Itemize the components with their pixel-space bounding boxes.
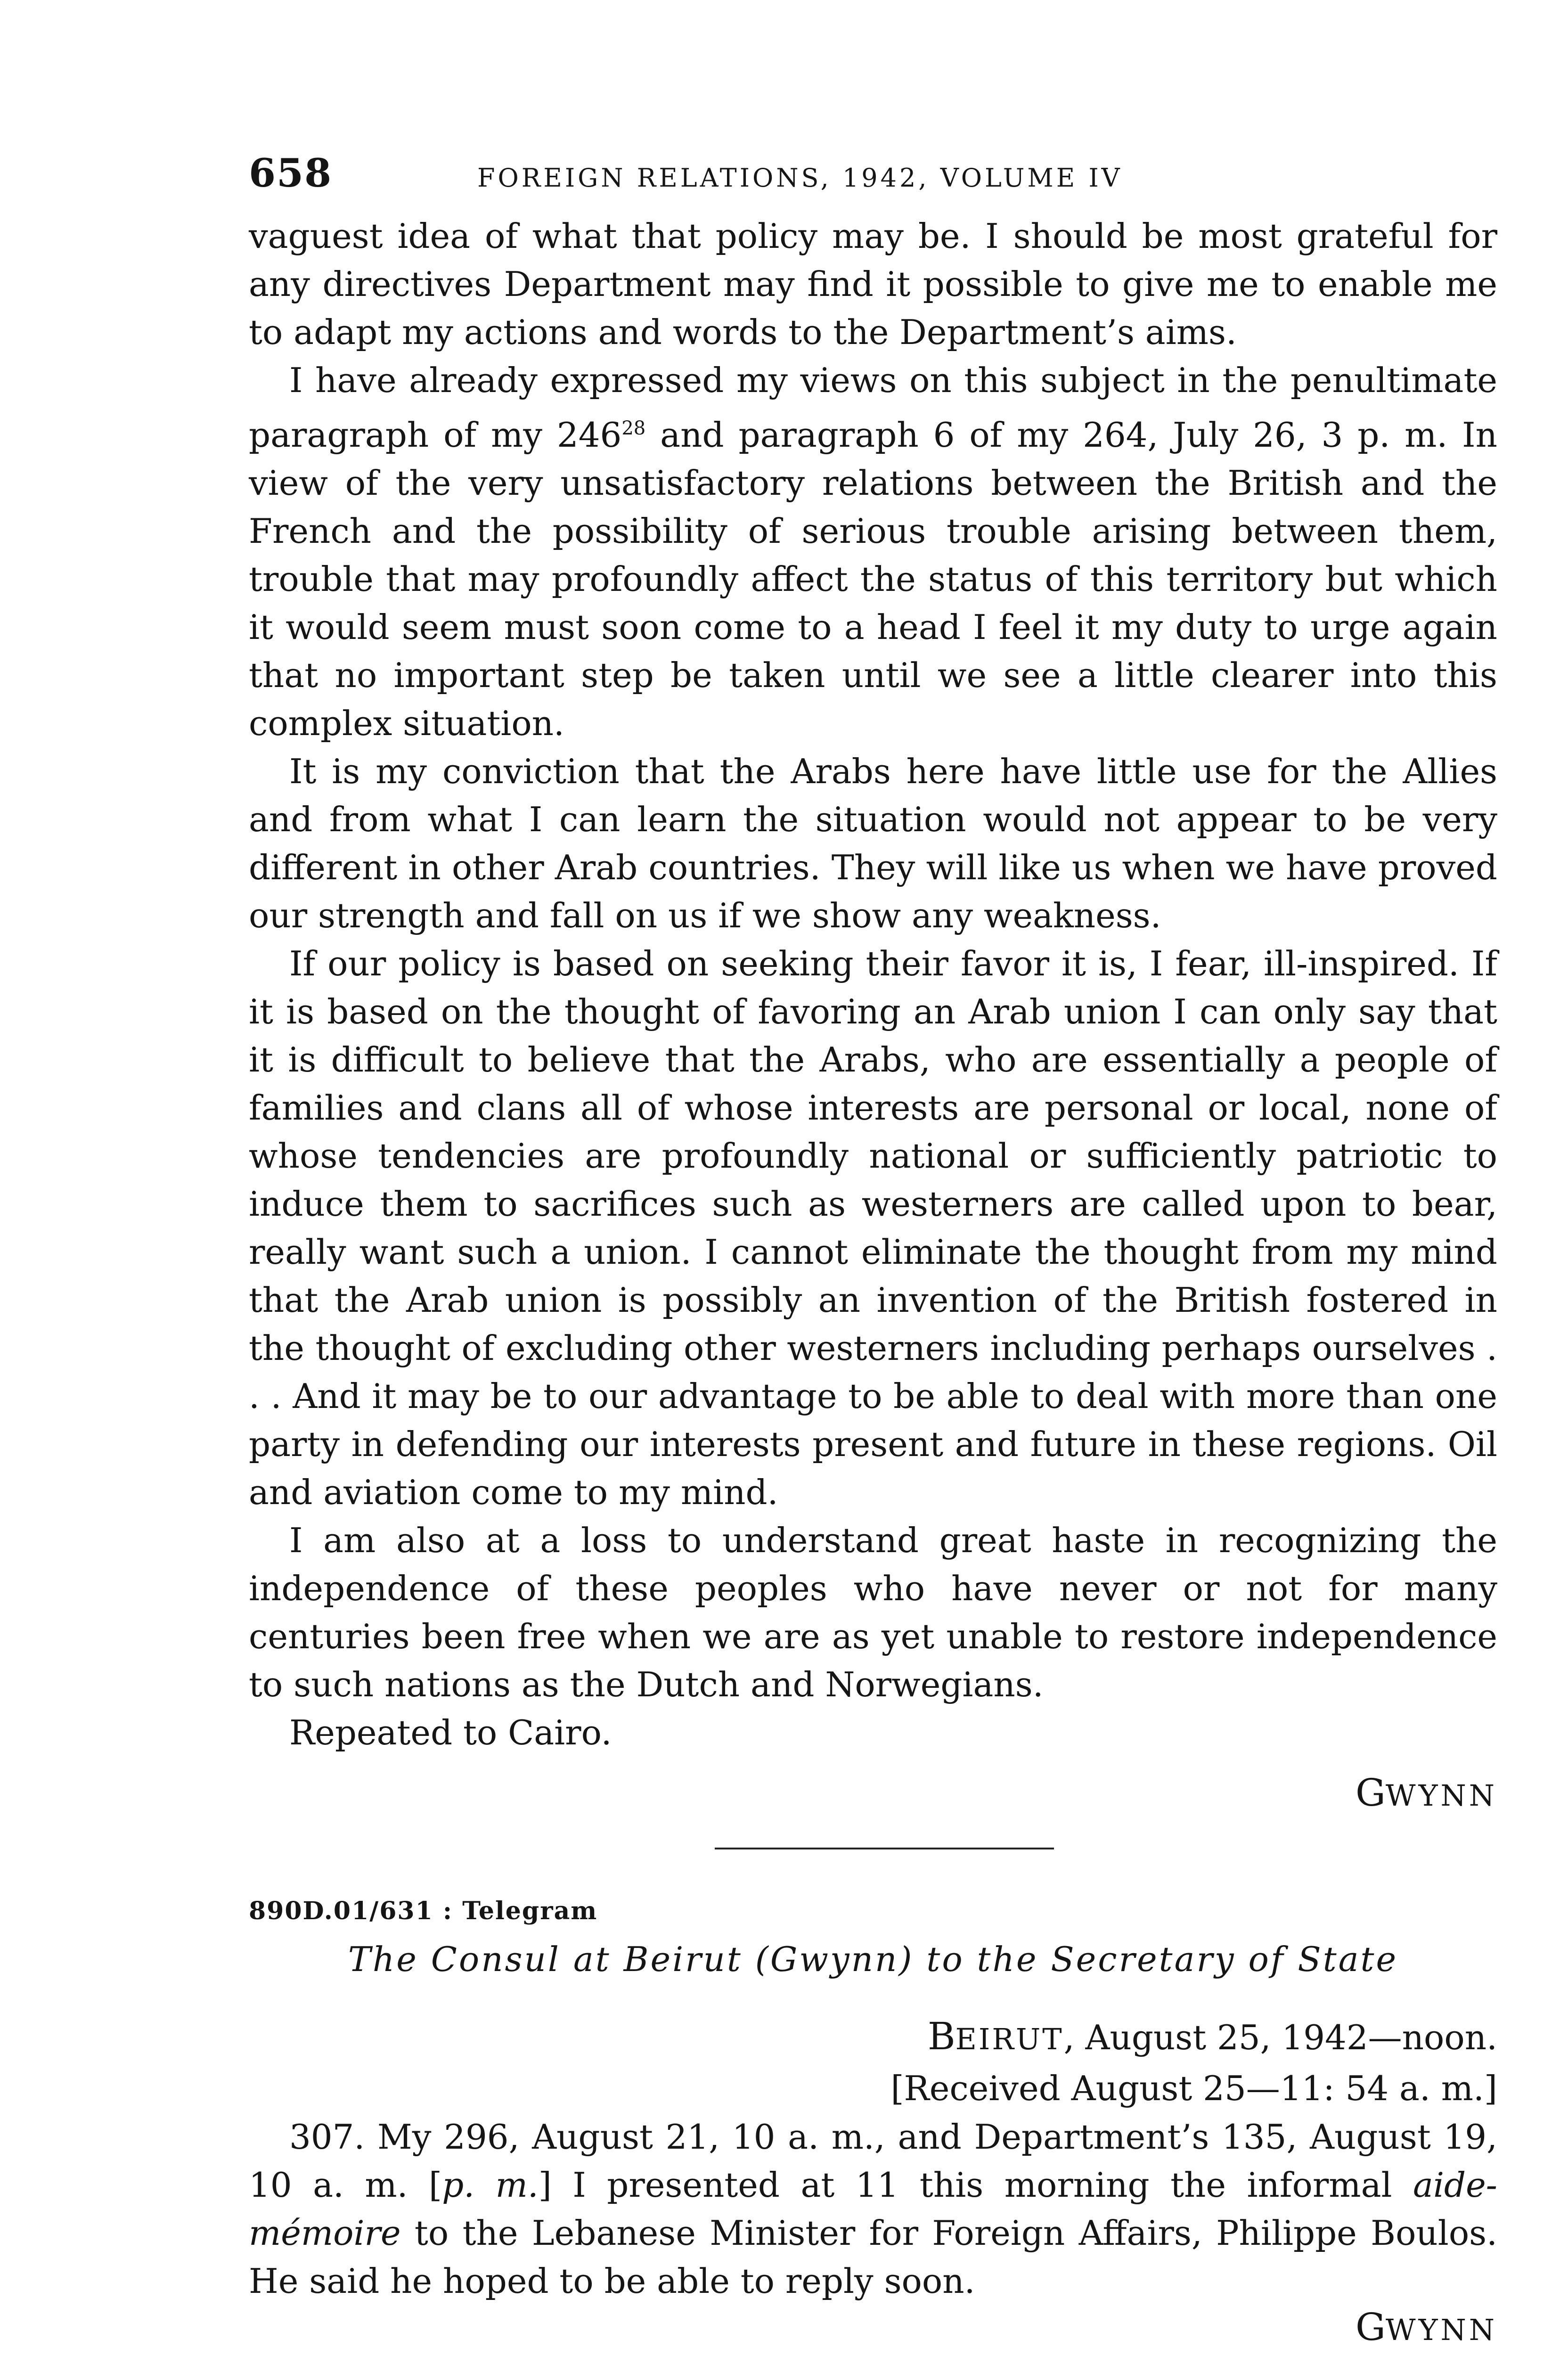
paragraph: If our policy is based on seeking their favor it is, I fear, ill-inspired. If it is based on the thought of favoring an Arab union I can only say that it is difficult to believe that the Arabs, who are essentially a people of families and clans all of whose interests are personal or local, none of whose tendencies are profoundly national or sufficiently patriotic to induce them to sacrifices such as westerners are called upon to bear, really want such a union. I cannot eliminate the thought from my mind that the Arab union is possibly an invention of the British fostered in the thought of excluding other westerners including perhaps ourselves . . . And it may be to our advantage to be able to deal with more than one party in defending our interests present and future in these regions. Oil and aviation come to my mind. [249,944,1497,1512]
document-page [249,141,1497,2356]
paragraph: I am also at a loss to understand great haste in recognizing the independence of these peoples who have never or not for many centuries been free when we are as yet unable to restore independence to such nations as the Dutch and Norwegians. [249,1521,1497,1704]
signature: GWYNN [1355,1771,1497,1815]
received-line: [Received August 25—11: 54 a. m.] [890,2069,1497,2108]
file-reference: 890D.01/631 : Telegram [249,1897,598,1925]
document-title: The Consul at Beirut (Gwynn) to the Secretary of State [348,1939,1398,1979]
section-divider [715,1848,1054,1849]
dateline [249,2012,1497,2113]
paragraph: 307. My 296, August 21, 10 a. m., and Department’s 135, August 19, 10 a. m. [p. m.] I presented at 11 this morning the informal aide-mémoire to the Lebanese Minister for Foreign Affairs, Philippe Boulos. He said he hoped to be able to reply soon. [249,2117,1498,2301]
running-title: FOREIGN RELATIONS, 1942, VOLUME IV [477,163,1123,193]
paragraph: vaguest idea of what that policy may be. I should be most grateful for any directives Department may find it possible to give me to enable me to adapt my actions and words to the Department’s aims. [249,216,1497,352]
footnote-reference: 28 [621,417,646,439]
paragraph: It is my conviction that the Arabs here have little use for the Allies and from what I can learn the situation would not appear to be very different in other Arab countries. They will like us when we have proved our strength and fall on us if we show any weakness. [249,752,1497,935]
signature: GWYNN [1355,2305,1497,2349]
telegram-continuation [249,212,1497,1757]
telegram-body [249,2113,1497,2305]
paragraph: I have already expressed my views on this subject in the penultimate paragraph of my 246$^{28}$ and paragraph 6 of my 264, July 26, 3 p. m. In view of the very unsatisfactory relations between the British and the French and the possibility of serious trouble arising between them, trouble that may profoundly affect the status of this territory but which it would seem must soon come to a head I feel it my duty to urge again that no important step be taken until we see a little clearer into this complex situation. [249,360,1497,743]
place-date: BEIRUT, August 25, 1942—noon. [927,2014,1497,2058]
page-number: 658 [249,151,333,196]
repeated-to-line: Repeated to Cairo. [289,1713,612,1752]
page-header [249,141,1497,212]
